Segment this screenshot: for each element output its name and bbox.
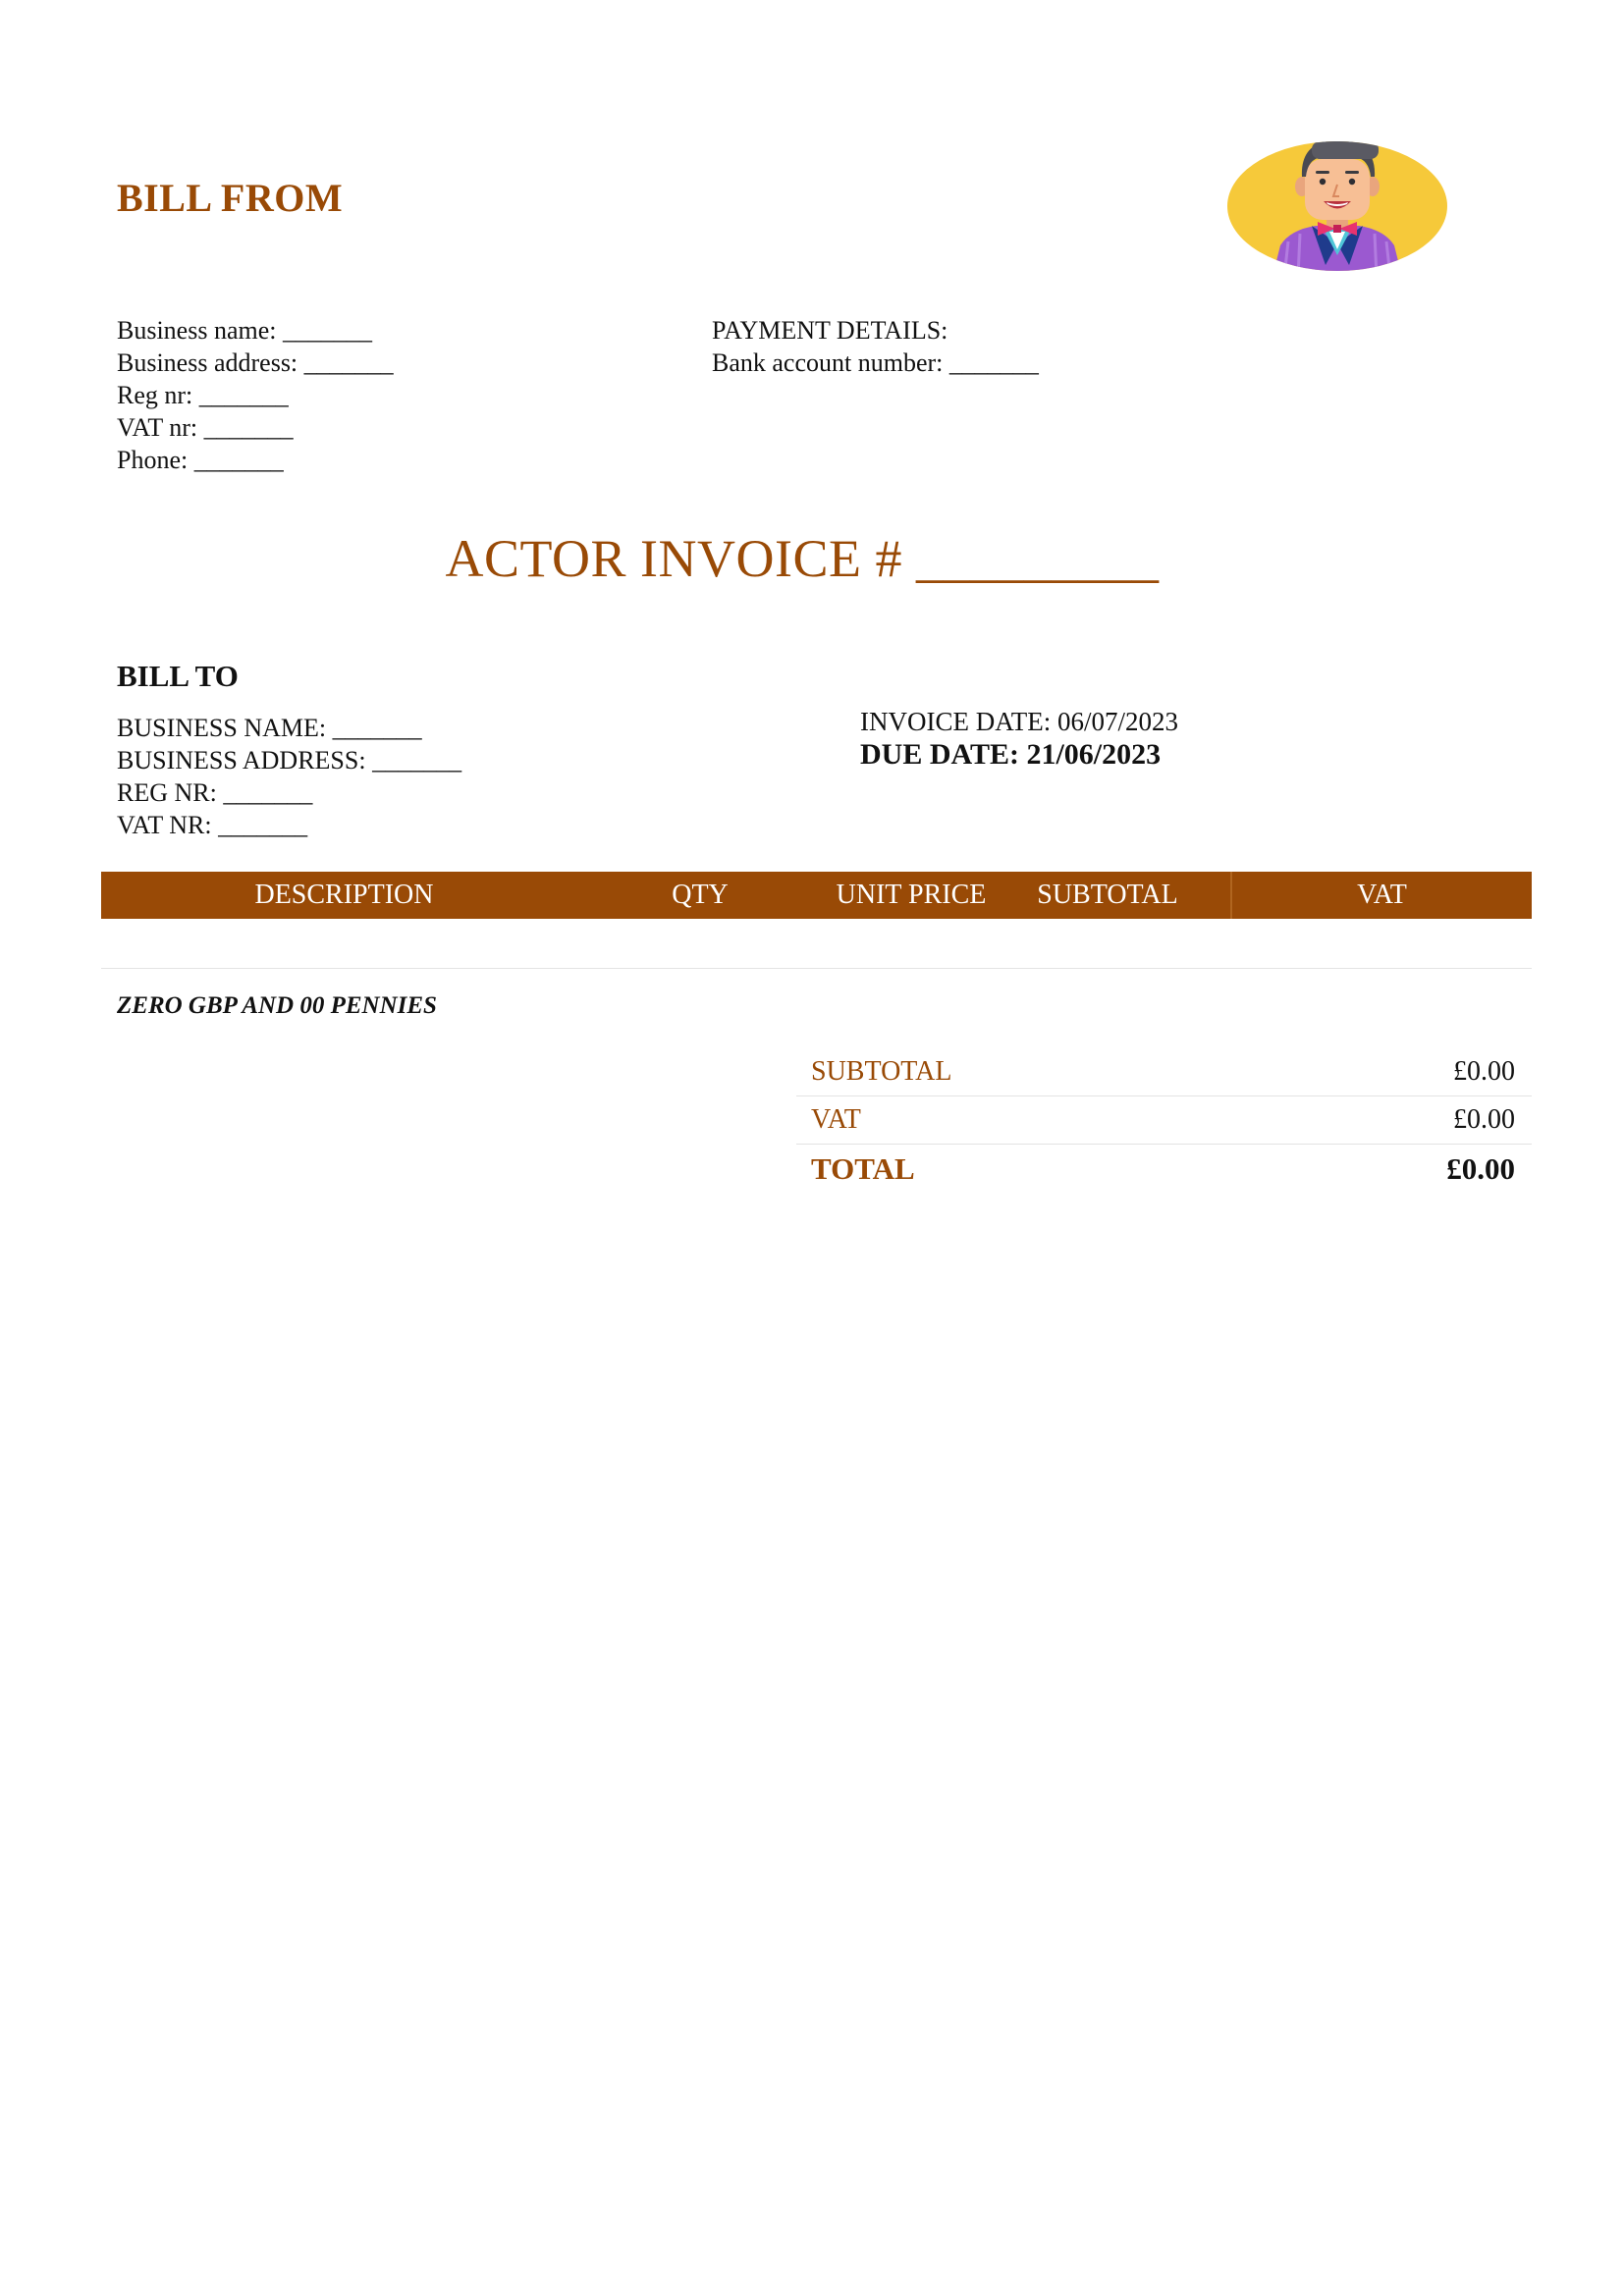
phone-line: Phone: _______ <box>117 446 284 474</box>
subtotal-label: SUBTOTAL <box>811 1056 952 1087</box>
business-name-line: Business name: _______ <box>117 316 372 345</box>
totals-summary <box>796 1048 1532 1192</box>
bill-from-heading: BILL FROM <box>117 176 344 220</box>
totals-row-vat <box>796 1096 1532 1145</box>
column-header-qty: QTY <box>672 880 729 910</box>
total-value: £0.00 <box>1446 1151 1515 1186</box>
subtotal-value: £0.00 <box>1453 1056 1515 1087</box>
column-header-vat: VAT <box>1357 880 1407 910</box>
payment-details-heading: PAYMENT DETAILS: <box>712 316 948 345</box>
table-bottom-rule <box>101 968 1532 969</box>
column-header-description: DESCRIPTION <box>254 880 434 910</box>
total-label: TOTAL <box>811 1151 915 1186</box>
bill-to-heading: BILL TO <box>117 659 239 693</box>
column-header-unit-price: UNIT PRICE <box>836 880 987 910</box>
amount-in-words: ZERO GBP AND 00 PENNIES <box>117 992 437 1019</box>
client-business-address-line: BUSINESS ADDRESS: _______ <box>117 746 462 774</box>
payment-details <box>712 314 1039 379</box>
invoice-date: INVOICE DATE: 06/07/2023 <box>860 707 1178 736</box>
bill-from-details <box>117 314 394 476</box>
client-reg-nr-line: REG NR: _______ <box>117 778 313 807</box>
business-address-line: Business address: _______ <box>117 348 394 377</box>
totals-row-total <box>796 1145 1532 1192</box>
line-items-table-header <box>101 872 1532 919</box>
column-header-subtotal: SUBTOTAL <box>1037 880 1178 910</box>
due-date: DUE DATE: 21/06/2023 <box>860 738 1162 771</box>
totals-row-subtotal <box>796 1048 1532 1096</box>
reg-nr-line: Reg nr: _______ <box>117 381 289 409</box>
vat-label: VAT <box>811 1104 861 1135</box>
bill-to-details <box>117 712 461 841</box>
vat-value: £0.00 <box>1453 1104 1515 1135</box>
client-business-name-line: BUSINESS NAME: _______ <box>117 714 422 742</box>
client-vat-nr-line: VAT NR: _______ <box>117 811 308 839</box>
actor-avatar-icon <box>1227 135 1447 277</box>
vat-nr-line: VAT nr: _______ <box>117 413 294 442</box>
bank-account-line: Bank account number: _______ <box>712 348 1039 377</box>
invoice-title: ACTOR INVOICE # _________ <box>445 529 1160 588</box>
